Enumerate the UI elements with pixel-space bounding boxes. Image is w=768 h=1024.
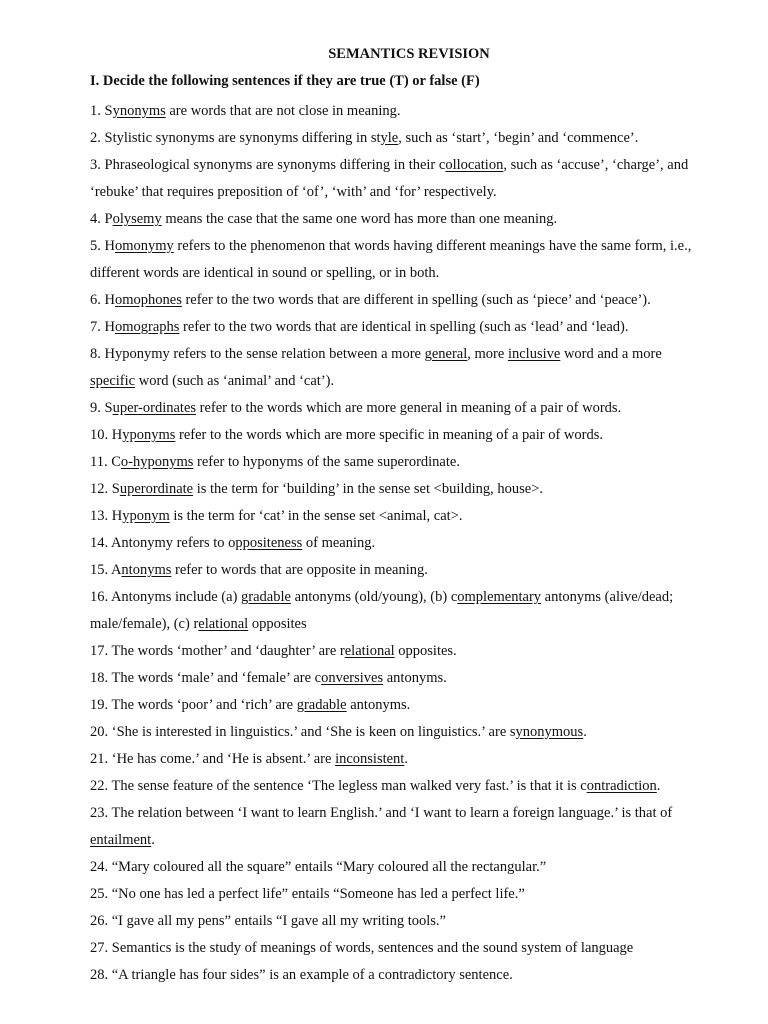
question-item xyxy=(90,422,708,449)
question-item xyxy=(90,665,708,692)
question-text: 10. H xyxy=(90,427,123,443)
question-text: 6. H xyxy=(90,292,115,308)
underlined-term: gradable xyxy=(296,697,347,713)
underlined-term: general xyxy=(424,346,468,362)
question-item xyxy=(90,206,708,233)
question-item xyxy=(90,935,708,962)
question-text: word and a more xyxy=(560,346,662,362)
question-item xyxy=(90,962,708,989)
question-text: refer to the two words that are identical in spelling (such as ‘lead’ and ‘lead). xyxy=(179,319,629,335)
question-item xyxy=(90,908,708,935)
question-item xyxy=(90,341,708,395)
question-text: 7. H xyxy=(90,319,115,335)
question-text: word (such as ‘animal’ and ‘cat’). xyxy=(135,373,335,389)
question-item xyxy=(90,692,708,719)
question-text: 16. Antonyms include (a) xyxy=(90,589,242,605)
question-text: 8. Hyponymy refers to the sense relation between a more xyxy=(90,346,425,362)
question-text: , such as ‘start’, ‘begin’ and ‘commence’. xyxy=(398,130,639,146)
question-text: 1. S xyxy=(90,103,113,119)
question-text: , such as ‘accuse’, ‘charge’, and ‘rebuke’ that requires preposition of ‘of’, ‘with’ and ‘for’ respectively. xyxy=(90,157,689,200)
question-text: 20. ‘She is interested in linguistics.’ and ‘She is keen on linguistics.’ are s xyxy=(90,724,516,740)
page-title: SEMANTICS REVISION xyxy=(328,46,490,62)
question-text: . xyxy=(656,778,661,794)
underlined-term: entailment xyxy=(90,832,152,848)
question-item xyxy=(90,719,708,746)
underlined-term: ynonyms xyxy=(112,103,166,119)
question-text: 19. The words ‘poor’ and ‘rich’ are xyxy=(90,697,297,713)
question-item xyxy=(90,476,708,503)
question-item xyxy=(90,503,708,530)
question-text: 21. ‘He has come.’ and ‘He is absent.’ are xyxy=(90,751,336,767)
underlined-term: ppositeness xyxy=(235,535,303,551)
question-item xyxy=(90,152,708,206)
question-text: 9. S xyxy=(90,400,113,416)
question-item xyxy=(90,584,708,638)
question-item xyxy=(90,314,708,341)
question-text: refer to the words which are more specific in meaning of a pair of words. xyxy=(175,427,604,443)
question-text: 27. Semantics is the study of meanings of words, sentences and the sound system of language xyxy=(90,940,634,956)
question-text: , more xyxy=(467,346,508,362)
underlined-term: omplementary xyxy=(457,589,542,605)
question-text: 12. S xyxy=(90,481,120,497)
underlined-term: inclusive xyxy=(507,346,561,362)
question-text: 13. H xyxy=(90,508,123,524)
question-list xyxy=(90,98,708,989)
question-text: antonyms. xyxy=(346,697,411,713)
question-text: . xyxy=(404,751,408,767)
question-text: 5. H xyxy=(90,238,115,254)
underlined-term: uper-ordinates xyxy=(112,400,197,416)
question-text: opposites xyxy=(248,616,307,632)
question-text: are words that are not close in meaning. xyxy=(165,103,401,119)
question-item xyxy=(90,638,708,665)
question-item xyxy=(90,125,708,152)
question-text: 15. A xyxy=(90,562,122,578)
underlined-term: inconsistent xyxy=(335,751,405,767)
section-instruction: I. Decide the following sentences if they are true (T) or false (F) xyxy=(90,73,480,89)
question-item xyxy=(90,773,708,800)
question-text: refer to the words which are more general in meaning of a pair of words. xyxy=(196,400,622,416)
question-text: antonyms (old/young), (b) c xyxy=(290,589,458,605)
underlined-term: omonymy xyxy=(114,238,174,254)
question-text: 11. C xyxy=(90,454,121,470)
question-text: 24. “Mary coloured all the square” entails “Mary coloured all the rectangular.” xyxy=(90,859,547,875)
question-item xyxy=(90,881,708,908)
underlined-term: olysemy xyxy=(112,211,162,227)
underlined-term: yponyms xyxy=(122,427,176,443)
question-text: . xyxy=(151,832,155,848)
question-item xyxy=(90,395,708,422)
question-text: is the term for ‘cat’ in the sense set <animal, cat>. xyxy=(169,508,463,524)
underlined-term: o-hyponyms xyxy=(120,454,194,470)
underlined-term: uperordinate xyxy=(119,481,194,497)
question-text: 2. Stylistic synonyms are synonyms differing in st xyxy=(90,130,381,146)
underlined-term: omophones xyxy=(114,292,182,308)
question-text: means the case that the same one word has more than one meaning. xyxy=(161,211,558,227)
underlined-term: elational xyxy=(198,616,249,632)
underlined-term: yle xyxy=(380,130,399,146)
question-text: 26. “I gave all my pens” entails “I gave all my writing tools.” xyxy=(90,913,446,929)
question-text: of meaning. xyxy=(302,535,376,551)
question-text: 17. The words ‘mother’ and ‘daughter’ are r xyxy=(90,643,345,659)
question-text: refer to hyponyms of the same superordinate. xyxy=(193,454,460,470)
question-text: opposites. xyxy=(394,643,457,659)
question-item xyxy=(90,800,708,854)
question-text: antonyms (alive/dead; male/female), (c) r xyxy=(90,589,674,632)
underlined-term: ntonyms xyxy=(121,562,172,578)
question-text: 22. The sense feature of the sentence ‘The legless man walked very fast.’ is that it is c xyxy=(90,778,587,794)
question-item xyxy=(90,530,708,557)
question-text: refer to words that are opposite in meaning. xyxy=(171,562,428,578)
question-text: refer to the two words that are different in spelling (such as ‘piece’ and ‘peace’). xyxy=(181,292,651,308)
underlined-term: omographs xyxy=(114,319,180,335)
question-text: 3. Phraseological synonyms are synonyms differing in their c xyxy=(90,157,446,173)
underlined-term: gradable xyxy=(241,589,291,605)
underlined-term: elational xyxy=(344,643,395,659)
underlined-term: ynonymous xyxy=(515,724,584,740)
question-item xyxy=(90,449,708,476)
underlined-term: onversives xyxy=(321,670,384,686)
question-text: 4. P xyxy=(90,211,113,227)
question-text: 23. The relation between ‘I want to learn English.’ and ‘I want to learn a foreign language.’ is that of xyxy=(90,805,673,821)
question-text: . xyxy=(583,724,587,740)
question-item xyxy=(90,557,708,584)
question-text: 14. Antonymy refers to o xyxy=(90,535,236,551)
question-text: is the term for ‘building’ in the sense set <building, house>. xyxy=(193,481,544,497)
question-item xyxy=(90,746,708,773)
underlined-term: ollocation xyxy=(445,157,504,173)
question-item xyxy=(90,233,708,287)
question-item xyxy=(90,98,708,125)
question-text: 18. The words ‘male’ and ‘female’ are c xyxy=(90,670,322,686)
underlined-term: specific xyxy=(90,373,136,389)
question-text: antonyms. xyxy=(383,670,447,686)
underlined-term: ontradiction xyxy=(586,778,657,794)
question-item xyxy=(90,854,708,881)
question-text: refers to the phenomenon that words having different meanings have the same form, i.e., different words are identical in sound or spelling, or in both. xyxy=(90,238,692,281)
question-item xyxy=(90,287,708,314)
underlined-term: yponym xyxy=(122,508,170,524)
question-text: 25. “No one has led a perfect life” entails “Someone has led a perfect life.” xyxy=(90,886,525,902)
question-text: 28. “A triangle has four sides” is an example of a contradictory sentence. xyxy=(90,967,513,983)
